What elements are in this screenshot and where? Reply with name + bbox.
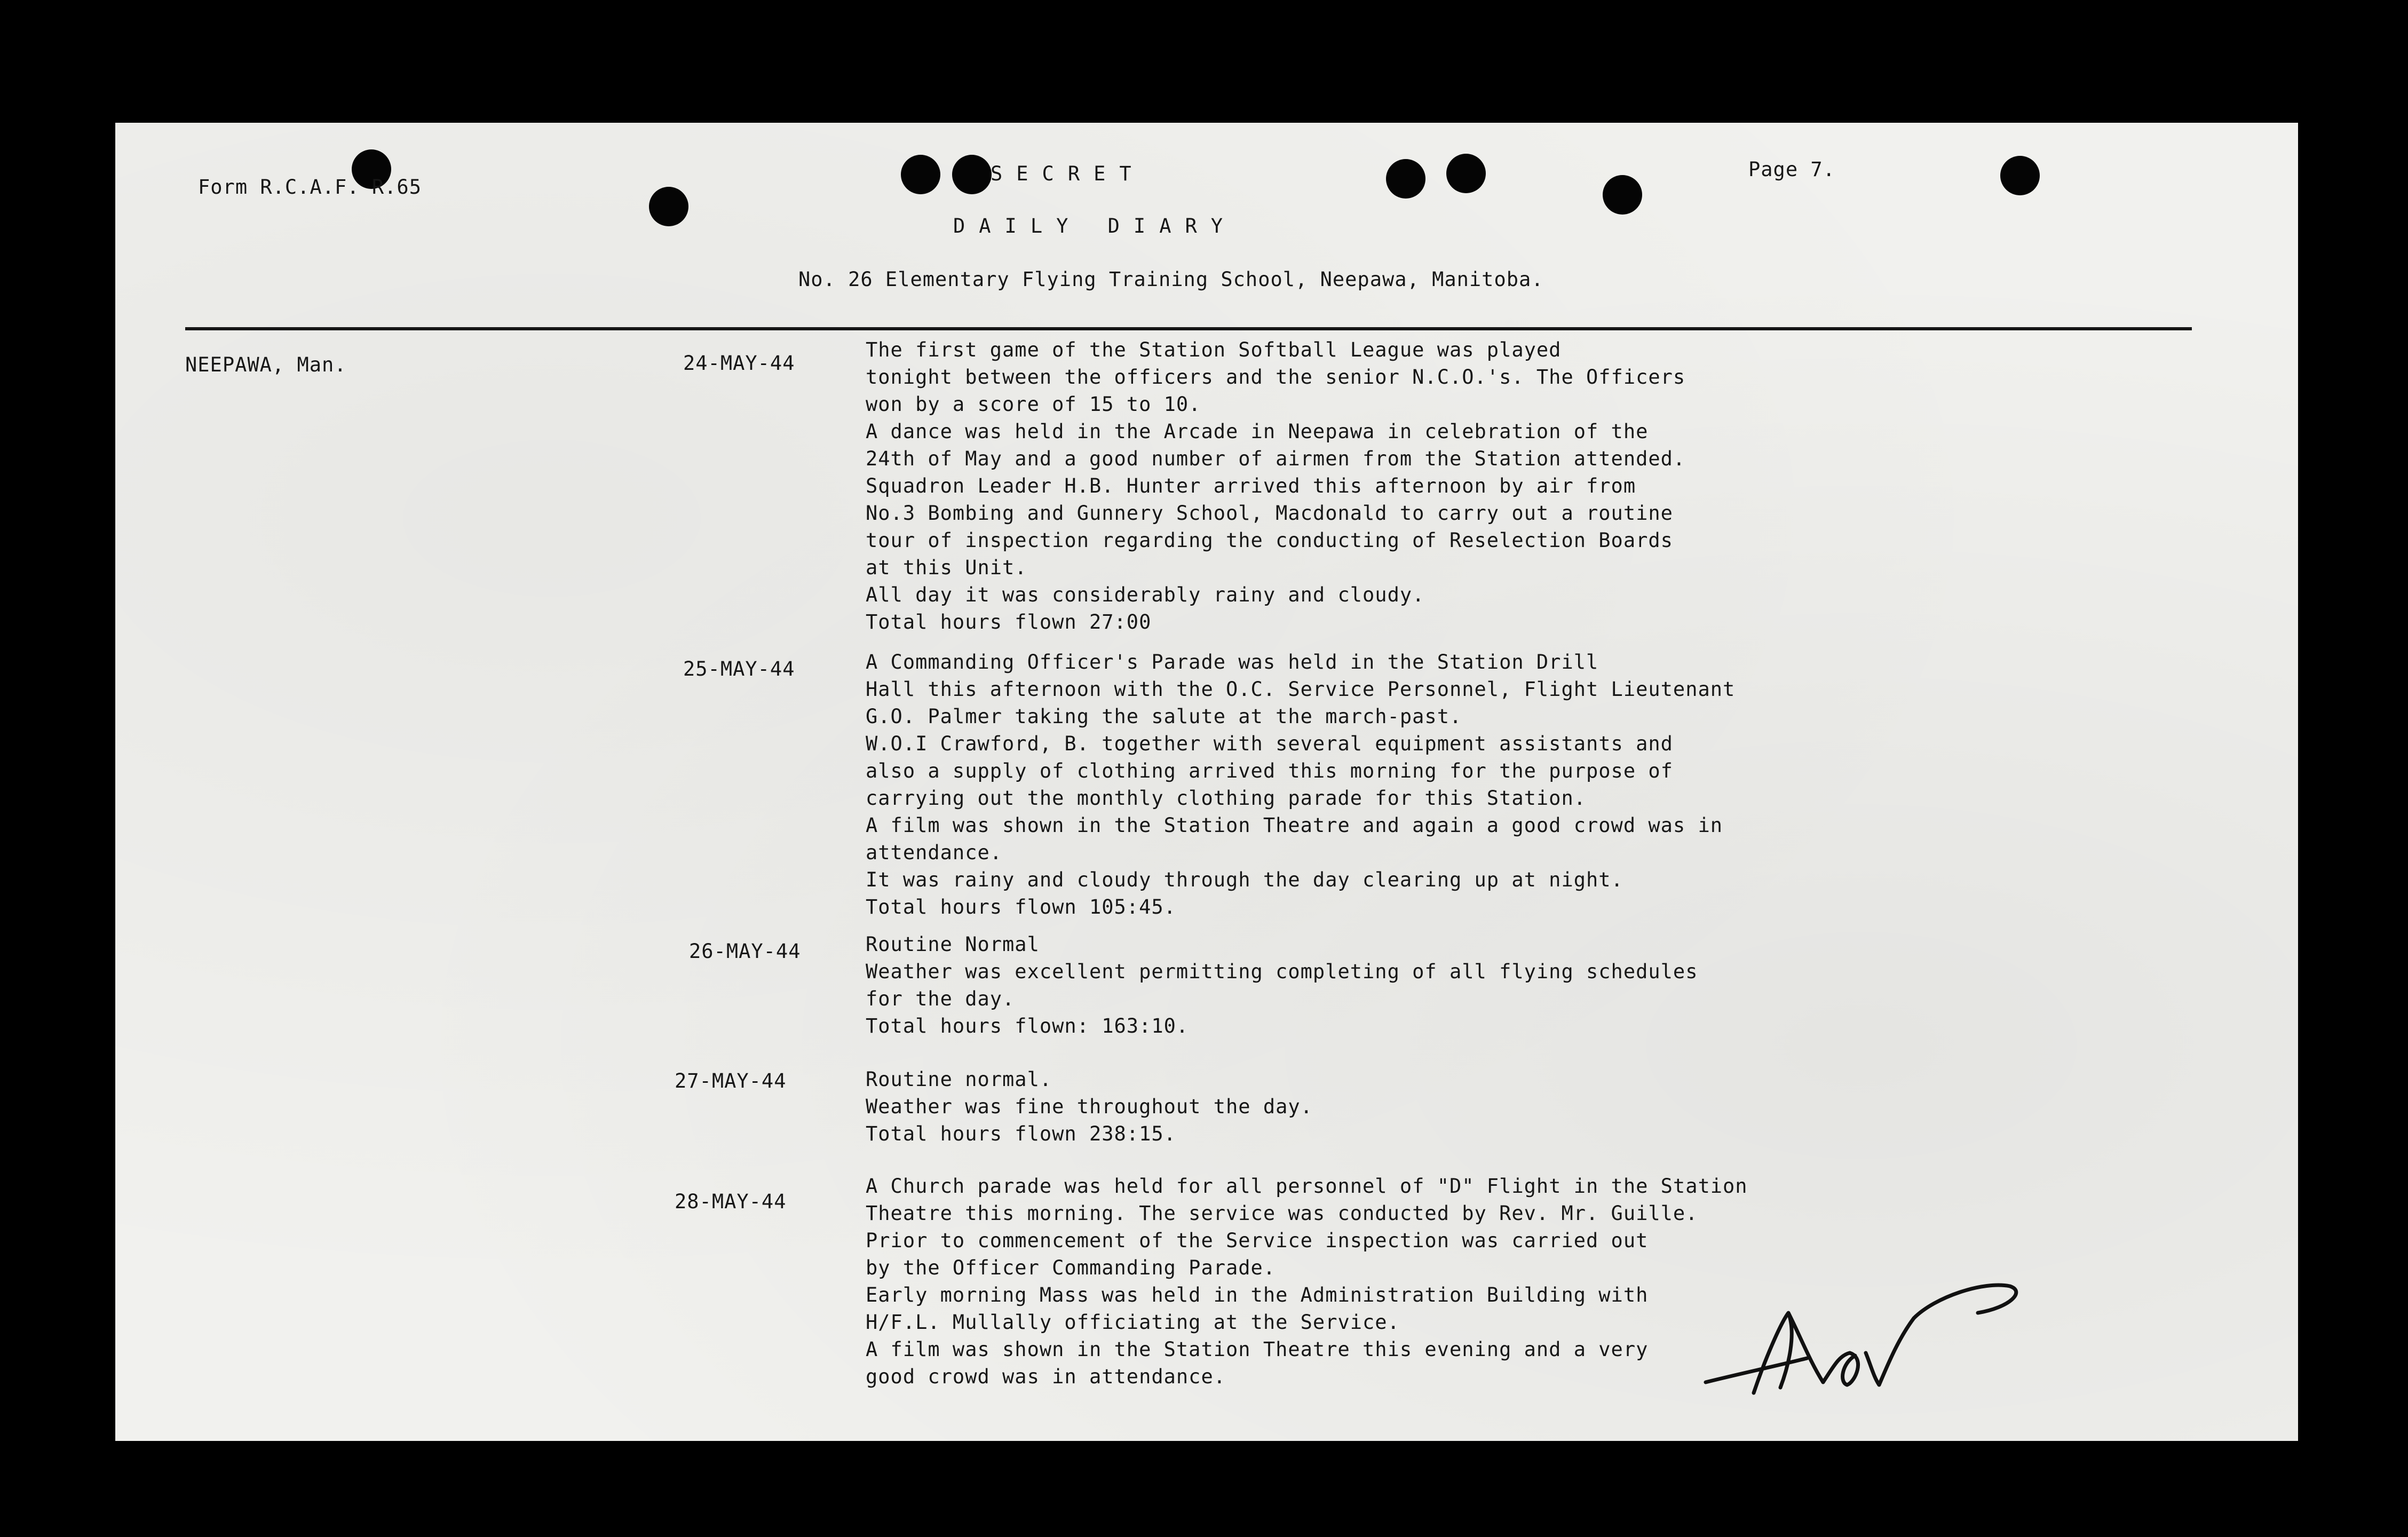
- entry-date: 24-MAY-44: [683, 352, 795, 375]
- entry-line: A Commanding Officer's Parade was held in the Station Drill: [866, 651, 1599, 674]
- entry-line: Total hours flown 27:00: [866, 611, 1152, 633]
- entry-line: Weather was fine throughout the day.: [866, 1095, 1313, 1118]
- entry-line: A dance was held in the Arcade in Neepawa in celebration of the: [866, 420, 1649, 443]
- entry-line: tonight between the officers and the senior N.C.O.'s. The Officers: [866, 366, 1686, 389]
- entry-date: 28-MAY-44: [675, 1190, 787, 1213]
- entry-line: good crowd was in attendance.: [866, 1365, 1226, 1388]
- entry-text: [866, 1172, 1748, 1390]
- entry-line: Squadron Leader H.B. Hunter arrived this afternoon by air from: [866, 474, 1636, 497]
- punch-hole: [649, 187, 688, 226]
- diary-title: DAILY DIARY: [953, 215, 1237, 237]
- punch-hole: [901, 155, 940, 194]
- entry-line: A Church parade was held for all personnel of "D" Flight in the Station: [866, 1175, 1748, 1198]
- entry-line: attendance.: [866, 841, 1003, 864]
- entry-line: All day it was considerably rainy and cloudy.: [866, 583, 1425, 606]
- classification-stamp: SECRET: [991, 162, 1145, 185]
- entry-line: A film was shown in the Station Theatre and again a good crowd was in: [866, 814, 1723, 837]
- entry-date: 27-MAY-44: [675, 1069, 787, 1092]
- entry-date: 26-MAY-44: [689, 940, 801, 963]
- entry-line: Hall this afternoon with the O.C. Service Personnel, Flight Lieutenant: [866, 678, 1736, 701]
- entry-line: Routine Normal: [866, 933, 1040, 956]
- entry-line: carrying out the monthly clothing parade for this Station.: [866, 787, 1587, 810]
- entry-text: [866, 1066, 1313, 1147]
- entry-date: 25-MAY-44: [683, 657, 795, 680]
- unit-name: No. 26 Elementary Flying Training School, Neepawa, Manitoba.: [798, 268, 1544, 291]
- punch-hole: [2000, 156, 2040, 195]
- entry-line: 24th of May and a good number of airmen from the Station attended.: [866, 447, 1686, 470]
- entry-line: also a supply of clothing arrived this morning for the purpose of: [866, 759, 1673, 782]
- entry-line: It was rainy and cloudy through the day clearing up at night.: [866, 868, 1623, 891]
- place-name: NEEPAWA, Man.: [185, 353, 347, 376]
- entry-text: [866, 648, 1735, 921]
- entry-line: by the Officer Commanding Parade.: [866, 1256, 1276, 1279]
- entry-line: H/F.L. Mullally officiating at the Service.: [866, 1311, 1400, 1334]
- entry-line: Weather was excellent permitting completing of all flying schedules: [866, 960, 1698, 983]
- punch-hole: [1446, 154, 1486, 193]
- handwritten-signature: [1695, 1259, 2026, 1420]
- entry-line: Early morning Mass was held in the Administration Building with: [866, 1284, 1649, 1306]
- entry-line: G.O. Palmer taking the salute at the march-past.: [866, 705, 1462, 728]
- entry-line: Total hours flown 105:45.: [866, 896, 1176, 918]
- entry-line: Routine normal.: [866, 1068, 1052, 1091]
- entry-line: Total hours flown: 163:10.: [866, 1015, 1189, 1037]
- entry-line: Total hours flown 238:15.: [866, 1122, 1176, 1145]
- entry-line: for the day.: [866, 987, 1015, 1010]
- entry-line: A film was shown in the Station Theatre this evening and a very: [866, 1338, 1649, 1361]
- entry-line: W.O.I Crawford, B. together with several equipment assistants and: [866, 732, 1673, 755]
- page-number: Page 7.: [1748, 158, 1835, 181]
- form-number: Form R.C.A.F. R.65: [198, 176, 422, 199]
- entry-line: at this Unit.: [866, 556, 1027, 579]
- entry-line: Prior to commencement of the Service inspection was carried out: [866, 1229, 1649, 1252]
- punch-hole: [1603, 175, 1642, 215]
- entry-line: The first game of the Station Softball League was played: [866, 338, 1562, 361]
- entry-line: No.3 Bombing and Gunnery School, Macdonald to carry out a routine: [866, 502, 1673, 525]
- diary-page: [115, 123, 2298, 1441]
- punch-hole: [1386, 159, 1425, 199]
- punch-hole: [952, 155, 992, 194]
- entry-line: tour of inspection regarding the conducting of Reselection Boards: [866, 529, 1673, 552]
- entry-text: [866, 336, 1685, 636]
- entry-line: Theatre this morning. The service was conducted by Rev. Mr. Guille.: [866, 1202, 1698, 1225]
- header-rule: [185, 327, 2192, 330]
- entry-text: [866, 931, 1698, 1040]
- entry-line: won by a score of 15 to 10.: [866, 393, 1201, 416]
